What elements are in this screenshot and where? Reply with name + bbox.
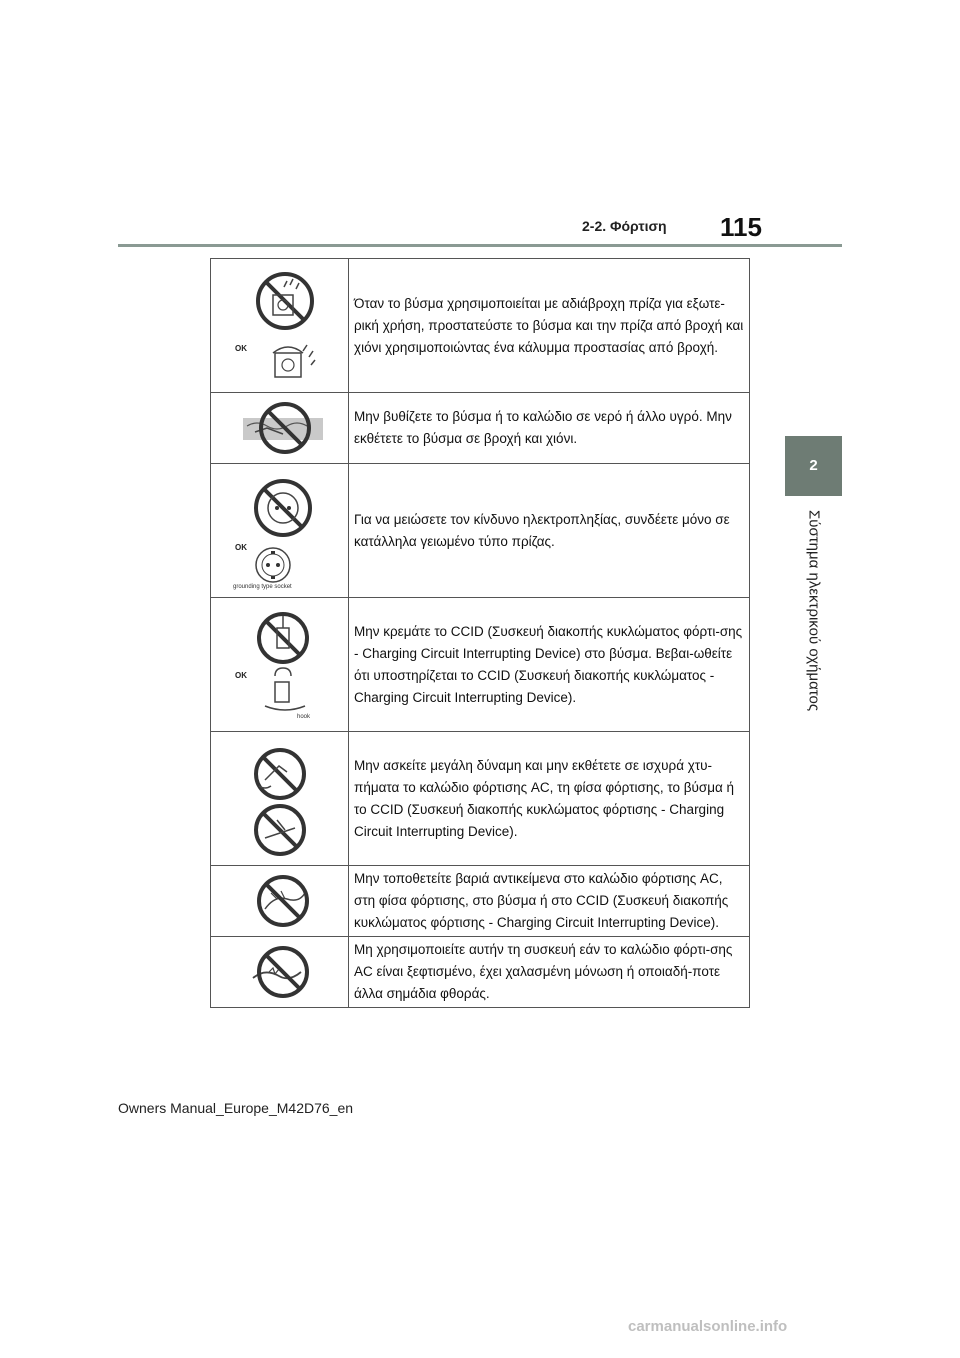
- table-row: [211, 866, 750, 937]
- warning-text: Μην τοποθετείτε βαριά αντικείμενα στο καλώδιο φόρτισης AC, στη φίσα φόρτισης, στο βύσμα ή στο CCID (Συσκευή διακοπής κυκλώματος φόρτισης - Charging Circuit Interrupting Device).: [349, 866, 750, 937]
- grounded-socket-icon: [256, 548, 290, 582]
- hook-support-icon: [265, 668, 305, 710]
- chapter-tab[interactable]: 2: [785, 436, 842, 496]
- ccid-hanging-illustration: [225, 606, 335, 724]
- header-divider: [118, 244, 842, 247]
- prohibited-icon: [259, 877, 307, 925]
- illustration-cell: [211, 598, 349, 732]
- chapter-title: [784, 510, 844, 710]
- warning-text: Για να μειώσετε τον κίνδυνο ηλεκτροπληξίας, συνδέετε μόνο σε κατάλληλα γειωμένο τύπο πρίζας.: [349, 464, 750, 598]
- table-row: [211, 598, 750, 732]
- rain-cover-illustration: [225, 267, 335, 385]
- table-row: [211, 259, 750, 393]
- chapter-title-text: Σύστημα ηλεκτρικού οχήματος: [805, 510, 823, 712]
- ok-label: OK: [234, 542, 247, 552]
- illustration-cell: [211, 259, 349, 393]
- table-row: [211, 937, 750, 1008]
- ok-label: OK: [234, 343, 247, 353]
- footer-doc-id: Owners Manual_Europe_M42D76_en: [118, 1100, 354, 1116]
- prohibited-icon: [256, 750, 304, 798]
- illustration-cell: [211, 464, 349, 598]
- section-title: 2-2. Φόρτιση: [582, 218, 667, 234]
- grounding-socket-illustration: [225, 472, 335, 590]
- prohibited-icon: [256, 806, 304, 854]
- illustration-cell: [211, 732, 349, 866]
- table-row: [211, 732, 750, 866]
- warning-text: Μην κρεμάτε το CCID (Συσκευή διακοπής κυκλώματος φόρτι-σης - Charging Circuit Interrupting Device) στο βύσμα. Βεβαι-ωθείτε ότι υποστηρίζεται το CCID (Συσκευή διακοπής κυκλώματος - Charging Circuit Interrupting Device).: [349, 598, 750, 732]
- warning-text: Μη χρησιμοποιείτε αυτήν τη συσκευή εάν το καλώδιο φόρτι-σης AC είναι ξεφτισμένο, έχει χαλασμένη μόνωση ή οποιαδή-ποτε άλλα σημάδια φθοράς.: [349, 937, 750, 1008]
- watermark: carmanualsonline.info: [628, 1318, 788, 1335]
- illustration-cell: [211, 937, 349, 1008]
- impact-force-illustration: [225, 740, 335, 858]
- illustration-cell: [211, 393, 349, 464]
- raincover-socket-icon: [273, 345, 315, 377]
- warning-text: Όταν το βύσμα χρησιμοποιείται με αδιάβροχη πρίζα για εξωτε-ρική χρήση, προστατεύστε το βύσμα και την πρίζα από βροχή και χιόνι χρησιμοποιώντας ένα κάλυμμα προστασίας από βροχή.: [349, 259, 750, 393]
- warning-text: Μην βυθίζετε το βύσμα ή το καλώδιο σε νερό ή άλλο υγρό. Μην εκθέτετε το βύσμα σε βροχή και χιόνι.: [349, 393, 750, 464]
- damaged-cable-illustration: [225, 944, 335, 1000]
- heavy-object-illustration: [225, 873, 335, 929]
- socket-caption: grounding type socket: [232, 583, 292, 590]
- water-immersion-illustration: [225, 400, 335, 456]
- warning-table: [210, 258, 750, 1008]
- prohibited-icon: [256, 481, 310, 535]
- hook-caption: hook: [296, 713, 310, 720]
- table-row: [211, 393, 750, 464]
- warning-text: Μην ασκείτε μεγάλη δύναμη και μην εκθέτετε σε ισχυρά χτυ-πήματα το καλώδιο φόρτισης AC, τη φίσα φόρτισης, το βύσμα ή το CCID (Συσκευή διακοπής κυκλώματος φόρτισης - Charging Circuit Interrupting Device).: [349, 732, 750, 866]
- ok-label: OK: [234, 670, 247, 680]
- table-row: [211, 464, 750, 598]
- page-number: 115: [720, 212, 762, 242]
- illustration-cell: [211, 866, 349, 937]
